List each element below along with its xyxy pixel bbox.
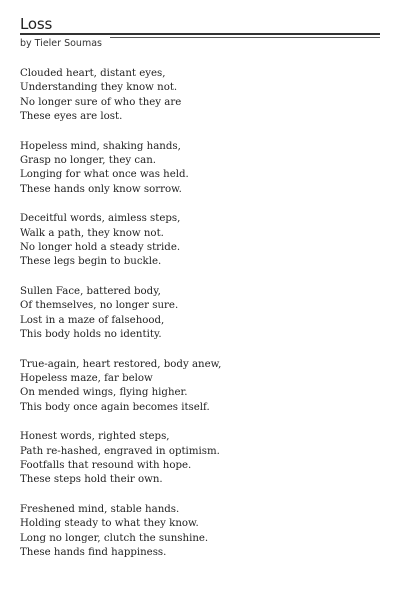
poem-title: Loss xyxy=(20,15,53,33)
stanza-5 xyxy=(20,358,380,416)
poem-line: No longer hold a steady stride. xyxy=(20,242,181,254)
poem-line: Freshened mind, stable hands. xyxy=(20,503,180,515)
poem-line: These eyes are lost. xyxy=(20,111,123,123)
poem-byline: by Tieler Soumas xyxy=(20,38,102,49)
stanza-6 xyxy=(20,430,380,488)
title-rule-thick xyxy=(20,33,380,35)
stanza-7 xyxy=(20,503,380,561)
poem-line: Grasp no longer, they can. xyxy=(20,155,156,167)
poem-line: Path re-hashed, engraved in optimism. xyxy=(20,445,220,457)
poem-line: This body once again becomes itself. xyxy=(20,401,210,413)
poem-line: On mended wings, flying higher. xyxy=(20,387,188,399)
title-rule-thin xyxy=(110,37,380,38)
poem-body xyxy=(20,67,380,575)
stanza-3 xyxy=(20,212,380,270)
poem-line: Footfalls that resound with hope. xyxy=(20,459,192,471)
poem-line: Walk a path, they know not. xyxy=(20,227,164,239)
poem-line: Hopeless mind, shaking hands, xyxy=(20,140,181,152)
poem-line: Lost in a maze of falsehood, xyxy=(20,314,165,326)
poem-line: Sullen Face, battered body, xyxy=(20,285,161,297)
poem-line: This body holds no identity. xyxy=(20,329,162,341)
poem-line: These steps hold their own. xyxy=(20,474,163,486)
stanza-2 xyxy=(20,140,380,198)
stanza-4 xyxy=(20,285,380,343)
poem-line: True-again, heart restored, body anew, xyxy=(20,358,222,370)
poem-line: Hopeless maze, far below xyxy=(20,372,153,384)
poem-line: Of themselves, no longer sure. xyxy=(20,300,179,312)
poem-line: Clouded heart, distant eyes, xyxy=(20,68,166,79)
poem-line: Deceitful words, aimless steps, xyxy=(20,213,181,225)
poem-line: No longer sure of who they are xyxy=(20,96,182,108)
poem-line: These hands find happiness. xyxy=(20,546,167,558)
poem-line: Honest words, righted steps, xyxy=(20,431,170,443)
poem-line: Long no longer, clutch the sunshine. xyxy=(20,532,209,544)
poem-line: Understanding they know not. xyxy=(20,82,178,94)
poem-line: These legs begin to buckle. xyxy=(20,256,162,268)
poem-line: Holding steady to what they know. xyxy=(20,518,199,530)
stanza-1 xyxy=(20,67,380,125)
poem-line: These hands only know sorrow. xyxy=(20,183,182,195)
poem-line: Longing for what once was held. xyxy=(20,169,189,181)
